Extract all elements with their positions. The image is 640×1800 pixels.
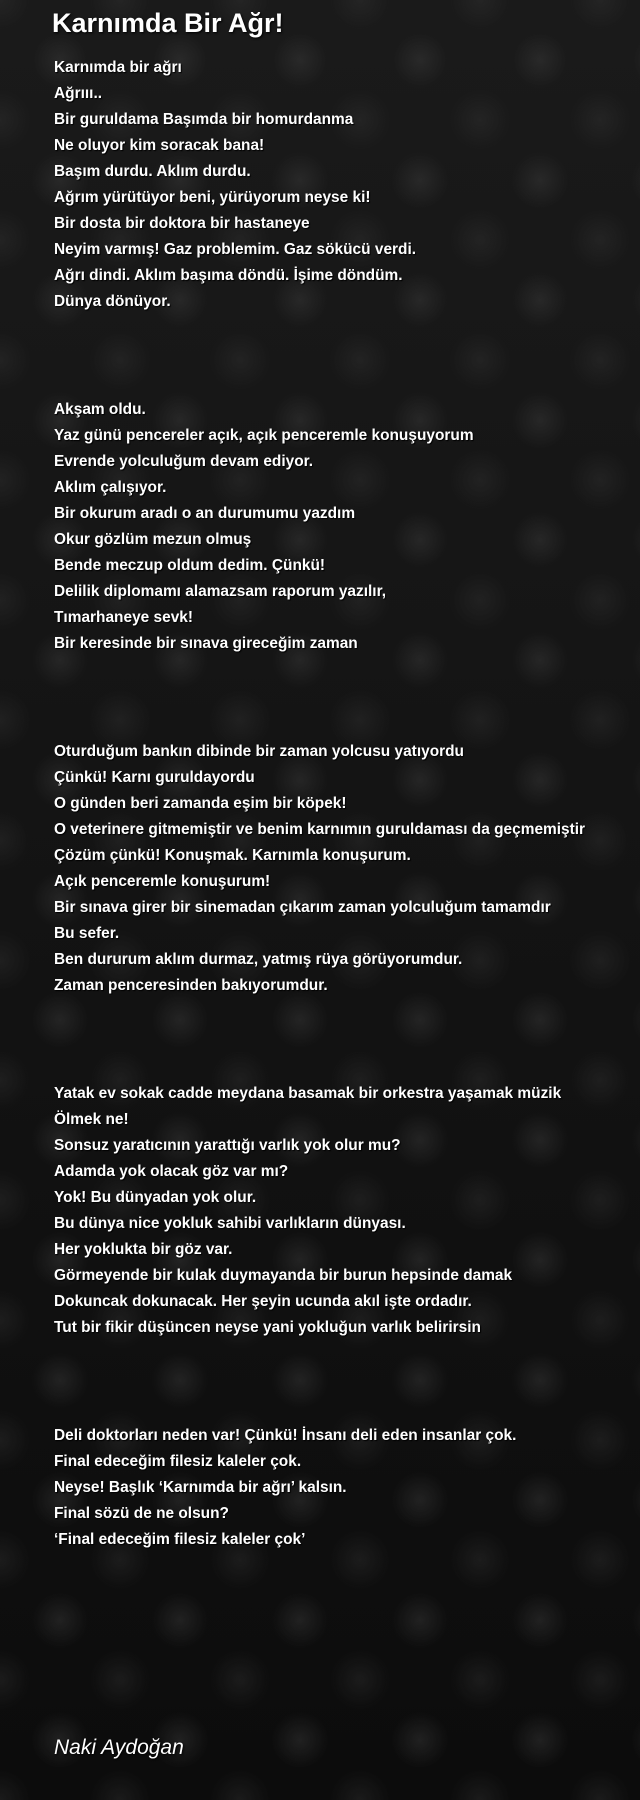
poem-line: Neyse! Başlık ‘Karnımda bir ağrı’ kalsın. bbox=[54, 1479, 347, 1496]
poem-line: Yok! Bu dünyadan yok olur. bbox=[54, 1189, 257, 1206]
poem-line: Final sözü de ne olsun? bbox=[54, 1505, 229, 1522]
poem-line: Bir dosta bir doktora bir hastaneye bbox=[54, 215, 310, 232]
poem-line: Her yoklukta bir göz var. bbox=[54, 1241, 233, 1258]
poem-line: Zaman penceresinden bakıyorumdur. bbox=[54, 977, 328, 994]
poem-body bbox=[54, 55, 634, 1635]
poem-author: Naki Aydoğan bbox=[54, 1736, 184, 1759]
poem-line: Yaz günü pencereler açık, açık penceremle konuşuyorum bbox=[54, 427, 474, 444]
poem-line: Oturduğum bankın dibinde bir zaman yolcusu yatıyordu bbox=[54, 743, 464, 760]
poem-line: Bu dünya nice yokluk sahibi varlıkların dünyası. bbox=[54, 1215, 406, 1232]
poem-line: Delilik diplomamı alamazsam raporum yazılır, bbox=[54, 583, 387, 600]
poem-line: Başım durdu. Aklım durdu. bbox=[54, 163, 251, 180]
poem-line: Ne oluyor kim soracak bana! bbox=[54, 137, 265, 154]
poem-line: Bir okurum aradı o an durumumu yazdım bbox=[54, 505, 356, 522]
poem-line: Evrende yolculuğum devam ediyor. bbox=[54, 453, 314, 470]
poem-line: Tımarhaneye sevk! bbox=[54, 609, 194, 626]
poem-line: Dünya dönüyor. bbox=[54, 293, 171, 310]
poem-line: Aklım çalışıyor. bbox=[54, 479, 167, 496]
poem-line: Deli doktorları neden var! Çünkü! İnsanı deli eden insanlar çok. bbox=[54, 1427, 517, 1444]
poem-line: Ağrım yürütüyor beni, yürüyorum neyse ki! bbox=[54, 189, 371, 206]
poem-line: Neyim varmış! Gaz problemim. Gaz sökücü verdi. bbox=[54, 241, 417, 258]
poem-line: Tut bir fikir düşüncen neyse yani yokluğun varlık belirirsin bbox=[54, 1319, 481, 1336]
poem-line: Görmeyende bir kulak duymayanda bir burun hepsinde damak bbox=[54, 1267, 513, 1284]
poem-line: Ben dururum aklım durmaz, yatmış rüya görüyorumdur. bbox=[54, 951, 463, 968]
poem-line: Açık penceremle konuşurum! bbox=[54, 873, 271, 890]
poem-line: Sonsuz yaratıcının yarattığı varlık yok olur mu? bbox=[54, 1137, 401, 1154]
stanza-4 bbox=[54, 1081, 634, 1341]
poem-line: Ölmek ne! bbox=[54, 1111, 129, 1128]
poem-line: Adamda yok olacak göz var mı? bbox=[54, 1163, 289, 1180]
stanza-5 bbox=[54, 1423, 634, 1553]
poem-line: Bir keresinde bir sınava gireceğim zaman bbox=[54, 635, 358, 652]
poem-title: Karnımda Bir Ağr! bbox=[52, 8, 284, 38]
poem-line: Akşam oldu. bbox=[54, 401, 146, 418]
poem-line: Yatak ev sokak cadde meydana basamak bir orkestra yaşamak müzik bbox=[54, 1085, 562, 1102]
stanza-1 bbox=[54, 55, 634, 315]
poem-line: Bir guruldama Başımda bir homurdanma bbox=[54, 111, 354, 128]
poem-line: Okur gözlüm mezun olmuş bbox=[54, 531, 252, 548]
poem-line: Çözüm çünkü! Konuşmak. Karnımla konuşurum. bbox=[54, 847, 411, 864]
stanza-2 bbox=[54, 397, 634, 657]
poem-line: Final edeceğim filesiz kaleler çok. bbox=[54, 1453, 302, 1470]
poem-line: Çünkü! Karnı guruldayordu bbox=[54, 769, 255, 786]
poem-line: O günden beri zamanda eşim bir köpek! bbox=[54, 795, 347, 812]
poem-line: ‘Final edeceğim filesiz kaleler çok’ bbox=[54, 1531, 306, 1548]
poem-line: Ağrı dindi. Aklım başıma döndü. İşime döndüm. bbox=[54, 267, 403, 284]
poem-line: Bu sefer. bbox=[54, 925, 120, 942]
poem-line: Ağrııı.. bbox=[54, 85, 103, 102]
poem-line: Dokuncak dokunacak. Her şeyin ucunda akıl işte ordadır. bbox=[54, 1293, 472, 1310]
stanza-3 bbox=[54, 739, 634, 999]
poem-line: Karnımda bir ağrı bbox=[54, 59, 182, 76]
poem-line: O veterinere gitmemiştir ve benim karnımın guruldaması da geçmemiştir bbox=[54, 821, 586, 838]
poem-line: Bir sınava girer bir sinemadan çıkarım zaman yolculuğum tamamdır bbox=[54, 899, 551, 916]
poem-line: Bende meczup oldum dedim. Çünkü! bbox=[54, 557, 326, 574]
